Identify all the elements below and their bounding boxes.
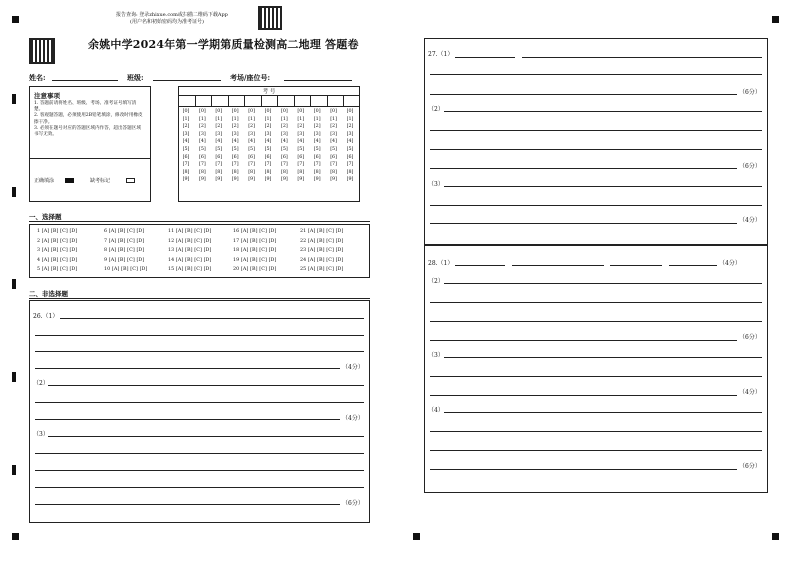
exam-digit-bubble[interactable]: [3] xyxy=(313,131,321,137)
exam-digit-bubble[interactable]: [8] xyxy=(313,169,321,175)
exam-number-digit-column[interactable] xyxy=(229,108,241,184)
fill-correct-label: 正确填涂 xyxy=(34,178,55,184)
exam-digit-bubble[interactable]: [7] xyxy=(264,162,272,168)
exam-digit-bubble[interactable]: [5] xyxy=(231,146,239,152)
q27-part1-label: 27.（1） xyxy=(428,51,454,58)
exam-digit-bubble[interactable]: [4] xyxy=(182,139,190,145)
exam-number-digit-column[interactable] xyxy=(311,108,323,184)
exam-digit-bubble[interactable]: [9] xyxy=(330,177,337,183)
exam-digit-bubble[interactable]: [0] xyxy=(297,109,305,114)
mc-question-item[interactable]: 7 [A] [B] [C] [D] xyxy=(104,238,145,244)
grid-column-divider xyxy=(310,95,311,106)
q28-part4-label: （4） xyxy=(428,407,444,414)
notes-list xyxy=(34,101,144,138)
mc-question-item[interactable]: 5 [A] [B] [C] [D] xyxy=(37,267,78,273)
q27-answer-box xyxy=(424,38,768,245)
answer-line[interactable] xyxy=(430,205,762,206)
exam-digit-bubble[interactable]: [2] xyxy=(297,124,305,130)
exam-digit-bubble[interactable]: [9] xyxy=(297,177,305,183)
q28-part1-label: 28.（1） xyxy=(428,260,454,267)
source-line-1: 报告查询: 登录zhixue.com或扫描二维码下载App xyxy=(116,12,228,18)
exam-digit-bubble[interactable]: [2] xyxy=(231,124,239,130)
exam-digit-bubble[interactable]: [4] xyxy=(297,139,305,145)
exam-digit-bubble[interactable]: [5] xyxy=(280,146,288,152)
answer-line[interactable] xyxy=(430,340,737,341)
exam-digit-bubble[interactable]: [9] xyxy=(198,177,206,183)
notes-title: 注意事项 xyxy=(34,92,60,100)
q27-part2-score: （6分） xyxy=(739,163,761,170)
exam-digit-bubble[interactable]: [5] xyxy=(215,146,223,152)
grid-column-divider xyxy=(277,95,278,106)
exam-digit-bubble[interactable]: [1] xyxy=(182,116,190,122)
answer-line[interactable] xyxy=(455,265,505,266)
mc-question-item[interactable]: 9 [A] [B] [C] [D] xyxy=(104,257,145,263)
exam-digit-bubble[interactable]: [1] xyxy=(215,116,223,122)
exam-digit-bubble[interactable]: [9] xyxy=(280,177,288,183)
section1-rule xyxy=(29,221,370,222)
exam-digit-bubble[interactable]: [6] xyxy=(182,154,190,160)
grid-column-divider xyxy=(327,95,328,106)
mc-question-item[interactable]: 4 [A] [B] [C] [D] xyxy=(37,257,78,263)
mc-question-item[interactable]: 20 [A] [B] [C] [D] xyxy=(233,267,277,273)
grid-column-divider xyxy=(211,95,212,106)
mc-question-item[interactable]: 23 [A] [B] [C] [D] xyxy=(300,248,344,254)
exam-digit-bubble[interactable]: [9] xyxy=(248,177,255,183)
room-seat-label: 考场/座位号: xyxy=(230,73,271,82)
exam-digit-bubble[interactable]: [4] xyxy=(264,139,272,145)
exam-digit-bubble[interactable]: [0] xyxy=(231,109,239,114)
answer-line[interactable] xyxy=(430,431,762,432)
exam-digit-bubble[interactable]: [3] xyxy=(297,131,305,137)
exam-digit-bubble[interactable]: [5] xyxy=(297,146,305,152)
exam-digit-bubble[interactable]: [7] xyxy=(280,162,288,168)
exam-digit-bubble[interactable]: [5] xyxy=(182,146,190,152)
exam-digit-bubble[interactable]: [7] xyxy=(215,162,223,168)
answer-line[interactable] xyxy=(430,321,762,322)
exam-number-digit-column[interactable] xyxy=(213,108,225,184)
exam-digit-bubble[interactable]: [2] xyxy=(280,124,288,130)
exam-digit-bubble[interactable]: [8] xyxy=(264,169,272,175)
exam-digit-bubble[interactable]: [3] xyxy=(182,131,190,137)
corner-mark-tl xyxy=(12,16,19,23)
answer-line[interactable] xyxy=(444,111,762,112)
exam-digit-bubble[interactable]: [4] xyxy=(215,139,223,145)
exam-digit-bubble[interactable]: [9] xyxy=(231,177,239,183)
name-label: 姓名: xyxy=(29,73,46,82)
answer-line[interactable] xyxy=(610,265,662,266)
answer-line[interactable] xyxy=(35,368,340,369)
exam-digit-bubble[interactable]: [7] xyxy=(182,162,190,168)
answer-line[interactable] xyxy=(430,469,737,470)
q27-part2-label: （2） xyxy=(428,106,444,113)
exam-digit-bubble[interactable]: [1] xyxy=(248,116,255,122)
exam-digit-bubble[interactable]: [0] xyxy=(198,109,206,114)
exam-number-digit-column[interactable] xyxy=(295,108,307,184)
exam-digit-bubble[interactable]: [9] xyxy=(264,177,272,183)
answer-line[interactable] xyxy=(48,385,364,386)
exam-digit-bubble[interactable]: [7] xyxy=(330,162,337,168)
answer-line[interactable] xyxy=(35,419,340,420)
exam-digit-bubble[interactable]: [3] xyxy=(215,131,223,137)
exam-digit-bubble[interactable]: [3] xyxy=(198,131,206,137)
exam-digit-bubble[interactable]: [9] xyxy=(182,177,190,183)
exam-digit-bubble[interactable]: [5] xyxy=(313,146,321,152)
mc-question-item[interactable]: 12 [A] [B] [C] [D] xyxy=(168,238,212,244)
exam-digit-bubble[interactable]: [2] xyxy=(182,124,190,130)
mc-question-item[interactable]: 24 [A] [B] [C] [D] xyxy=(300,257,344,263)
exam-digit-bubble[interactable]: [6] xyxy=(297,154,305,160)
exam-digit-bubble[interactable]: [3] xyxy=(280,131,288,137)
name-field[interactable] xyxy=(52,80,118,81)
exam-digit-bubble[interactable]: [2] xyxy=(215,124,223,130)
answer-line[interactable] xyxy=(430,149,762,150)
exam-digit-bubble[interactable]: [9] xyxy=(313,177,321,183)
answer-line[interactable] xyxy=(444,283,762,284)
exam-number-digit-column[interactable] xyxy=(328,108,340,184)
exam-digit-bubble[interactable]: [0] xyxy=(248,109,255,114)
absent-mark-box[interactable] xyxy=(126,178,135,183)
answer-line[interactable] xyxy=(35,504,340,505)
answer-line[interactable] xyxy=(35,470,364,471)
q28-part3-label: （3） xyxy=(428,352,444,359)
grid-column-divider xyxy=(244,95,245,106)
exam-digit-bubble[interactable]: [3] xyxy=(264,131,272,137)
exam-digit-bubble[interactable]: [6] xyxy=(264,154,272,160)
exam-digit-bubble[interactable]: [5] xyxy=(248,146,255,152)
section1-title: 一、选择题 xyxy=(29,213,62,221)
exam-digit-bubble[interactable]: [2] xyxy=(198,124,206,130)
room-seat-field[interactable] xyxy=(284,80,352,81)
exam-digit-bubble[interactable]: [2] xyxy=(346,124,354,130)
exam-digit-bubble[interactable]: [1] xyxy=(330,116,337,122)
mc-question-item[interactable]: 18 [A] [B] [C] [D] xyxy=(233,248,277,254)
exam-digit-bubble[interactable]: [6] xyxy=(346,154,354,160)
answer-line[interactable] xyxy=(522,57,762,58)
answer-line[interactable] xyxy=(455,57,515,58)
exam-digit-bubble[interactable]: [4] xyxy=(313,139,321,145)
mc-question-item[interactable]: 16 [A] [B] [C] [D] xyxy=(233,229,277,234)
exam-digit-bubble[interactable]: [8] xyxy=(248,169,255,175)
timing-mark xyxy=(12,94,16,104)
exam-number-digit-column[interactable] xyxy=(246,108,258,184)
section2-rule xyxy=(29,298,370,299)
exam-digit-bubble[interactable]: [0] xyxy=(215,109,223,114)
mc-question-item[interactable]: 10 [A] [B] [C] [D] xyxy=(104,267,148,273)
q27-part3-label: （3） xyxy=(428,181,444,188)
q26-part1-label: 26.（1） xyxy=(33,313,59,320)
exam-digit-bubble[interactable]: [2] xyxy=(264,124,272,130)
exam-digit-bubble[interactable]: [8] xyxy=(346,169,354,175)
notes-item: 1. 答题前请将姓名、班级、考场、准考证号填写清楚。 xyxy=(34,101,137,113)
exam-digit-bubble[interactable]: [3] xyxy=(248,131,255,137)
mc-question-item[interactable]: 21 [A] [B] [C] [D] xyxy=(300,229,344,234)
answer-line[interactable] xyxy=(35,351,364,352)
answer-line[interactable] xyxy=(48,436,364,437)
q28-part1-score: （4分） xyxy=(719,260,741,267)
answer-line[interactable] xyxy=(430,450,762,451)
exam-digit-bubble[interactable]: [5] xyxy=(264,146,272,152)
exam-digit-bubble[interactable]: [3] xyxy=(231,131,239,137)
mc-question-item[interactable]: 8 [A] [B] [C] [D] xyxy=(104,248,145,254)
exam-digit-bubble[interactable]: [0] xyxy=(264,109,272,114)
exam-number-digit-column[interactable] xyxy=(278,108,290,184)
exam-digit-bubble[interactable]: [6] xyxy=(248,154,255,160)
q26-answer-box xyxy=(29,300,370,523)
corner-mark-tr xyxy=(772,16,779,23)
notes-item: 2. 客观题答题，必须使用2B铅笔填涂，修改时用橡皮擦干净。 xyxy=(34,113,143,125)
grid-header-line xyxy=(178,95,360,96)
answer-line[interactable] xyxy=(430,395,737,396)
exam-number-digit-column[interactable] xyxy=(262,108,274,184)
mc-question-item[interactable]: 25 [A] [B] [C] [D] xyxy=(300,267,344,273)
answer-line[interactable] xyxy=(35,335,364,336)
exam-digit-bubble[interactable]: [0] xyxy=(346,109,354,114)
answer-line[interactable] xyxy=(60,318,364,319)
notes-item: 3. 必须在题号对应的答题区域内作答，超出答题区域书写无效。 xyxy=(34,125,141,138)
exam-digit-bubble[interactable]: [7] xyxy=(297,162,305,168)
exam-digit-bubble[interactable]: [9] xyxy=(215,177,223,183)
mc-question-item[interactable]: 6 [A] [B] [C] [D] xyxy=(104,229,145,234)
timing-mark xyxy=(12,465,16,475)
exam-digit-bubble[interactable]: [4] xyxy=(198,139,206,145)
exam-number-digit-column[interactable] xyxy=(344,108,356,184)
exam-digit-bubble[interactable]: [8] xyxy=(330,169,337,175)
fill-correct-sample xyxy=(65,178,74,183)
exam-digit-bubble[interactable]: [6] xyxy=(215,154,223,160)
class-field[interactable] xyxy=(153,80,221,81)
mc-question-item[interactable]: 22 [A] [B] [C] [D] xyxy=(300,238,344,244)
absent-label: 缺考标记 xyxy=(90,178,111,184)
exam-digit-bubble[interactable]: [6] xyxy=(231,154,239,160)
answer-line[interactable] xyxy=(430,168,737,169)
answer-line[interactable] xyxy=(430,94,737,95)
exam-digit-bubble[interactable]: [0] xyxy=(330,109,337,114)
q27-part1-score: （6分） xyxy=(739,89,761,96)
exam-digit-bubble[interactable]: [8] xyxy=(297,169,305,175)
grid-column-divider xyxy=(228,95,229,106)
exam-digit-bubble[interactable]: [1] xyxy=(198,116,206,122)
qr-code-icon xyxy=(258,6,282,30)
exam-digit-bubble[interactable]: [3] xyxy=(330,131,337,137)
grid-column-divider xyxy=(195,95,196,106)
exam-digit-bubble[interactable]: [9] xyxy=(346,177,354,183)
exam-digit-bubble[interactable]: [0] xyxy=(280,109,288,114)
q26-part3-label: （3） xyxy=(33,431,49,438)
grid-column-divider xyxy=(343,95,344,106)
mc-question-item[interactable]: 2 [A] [B] [C] [D] xyxy=(37,238,78,244)
q26-part1-score: （4分） xyxy=(342,364,364,371)
timing-mark xyxy=(12,372,16,382)
q26-part2-label: （2） xyxy=(33,380,49,387)
grid-entry-line xyxy=(178,106,360,107)
exam-digit-bubble[interactable]: [7] xyxy=(198,162,206,168)
page-title: 余姚中学2024年第一学期第质量检测高二地理 答题卷 xyxy=(88,38,359,51)
exam-digit-bubble[interactable]: [5] xyxy=(330,146,337,152)
class-label: 班级: xyxy=(127,73,144,82)
exam-digit-bubble[interactable]: [6] xyxy=(198,154,206,160)
exam-digit-bubble[interactable]: [4] xyxy=(346,139,354,145)
exam-digit-bubble[interactable]: [4] xyxy=(330,139,337,145)
answer-line[interactable] xyxy=(35,487,364,488)
corner-mark-bl xyxy=(12,533,19,540)
q28-part2-score: （6分） xyxy=(739,334,761,341)
exam-number-digit-column[interactable] xyxy=(180,108,192,184)
q27-part3-score: （4分） xyxy=(739,217,761,224)
q28-part3-score: （4分） xyxy=(739,389,761,396)
exam-digit-bubble[interactable]: [2] xyxy=(248,124,255,130)
exam-digit-bubble[interactable]: [8] xyxy=(198,169,206,175)
notes-divider xyxy=(29,158,151,159)
exam-digit-bubble[interactable]: [8] xyxy=(280,169,288,175)
answer-line[interactable] xyxy=(430,130,762,131)
corner-mark-mb xyxy=(413,533,420,540)
exam-digit-bubble[interactable]: [1] xyxy=(231,116,239,122)
mc-question-item[interactable]: 3 [A] [B] [C] [D] xyxy=(37,248,78,254)
exam-digit-bubble[interactable]: [3] xyxy=(346,131,354,137)
grid-column-divider xyxy=(294,95,295,106)
source-line-2: (用户名和初始密码均为准考证号) xyxy=(130,19,204,25)
exam-digit-bubble[interactable]: [6] xyxy=(330,154,337,160)
answer-line[interactable] xyxy=(444,412,762,413)
qr-code-icon xyxy=(29,38,55,64)
exam-digit-bubble[interactable]: [1] xyxy=(297,116,305,122)
mc-question-item[interactable]: 13 [A] [B] [C] [D] xyxy=(168,248,212,254)
exam-digit-bubble[interactable]: [0] xyxy=(182,109,190,114)
answer-line[interactable] xyxy=(669,265,717,266)
exam-digit-bubble[interactable]: [2] xyxy=(313,124,321,130)
answer-line[interactable] xyxy=(430,223,737,224)
exam-digit-bubble[interactable]: [7] xyxy=(231,162,239,168)
mc-question-item[interactable]: 17 [A] [B] [C] [D] xyxy=(233,238,277,244)
mc-question-item[interactable]: 15 [A] [B] [C] [D] xyxy=(168,267,212,273)
exam-digit-bubble[interactable]: [4] xyxy=(280,139,288,145)
mc-question-item[interactable]: 1 [A] [B] [C] [D] xyxy=(37,229,78,234)
answer-line[interactable] xyxy=(430,376,762,377)
exam-number-label: 考 号 xyxy=(262,89,276,95)
exam-digit-bubble[interactable]: [4] xyxy=(231,139,239,145)
grid-column-divider xyxy=(261,95,262,106)
section2-title: 二、非选择题 xyxy=(29,290,68,298)
answer-line[interactable] xyxy=(35,453,364,454)
corner-mark-br xyxy=(772,533,779,540)
answer-line[interactable] xyxy=(35,402,364,403)
exam-digit-bubble[interactable]: [5] xyxy=(198,146,206,152)
exam-number-digit-column[interactable] xyxy=(196,108,208,184)
exam-digit-bubble[interactable]: [2] xyxy=(330,124,337,130)
answer-line[interactable] xyxy=(430,74,762,75)
mc-question-item[interactable]: 14 [A] [B] [C] [D] xyxy=(168,257,212,263)
timing-mark xyxy=(12,279,16,289)
exam-digit-bubble[interactable]: [7] xyxy=(313,162,321,168)
exam-digit-bubble[interactable]: [8] xyxy=(215,169,223,175)
answer-line[interactable] xyxy=(512,265,604,266)
timing-mark xyxy=(12,187,16,197)
exam-digit-bubble[interactable]: [1] xyxy=(313,116,321,122)
exam-digit-bubble[interactable]: [7] xyxy=(248,162,255,168)
answer-line[interactable] xyxy=(444,186,762,187)
exam-digit-bubble[interactable]: [1] xyxy=(264,116,272,122)
exam-digit-bubble[interactable]: [5] xyxy=(346,146,354,152)
q28-part2-label: （2） xyxy=(428,278,444,285)
mc-question-item[interactable]: 11 [A] [B] [C] [D] xyxy=(168,229,212,234)
exam-digit-bubble[interactable]: [8] xyxy=(182,169,190,175)
exam-digit-bubble[interactable]: [8] xyxy=(231,169,239,175)
q26-part2-score: （4分） xyxy=(342,415,364,422)
exam-digit-bubble[interactable]: [7] xyxy=(346,162,354,168)
exam-digit-bubble[interactable]: [6] xyxy=(280,154,288,160)
exam-digit-bubble[interactable]: [1] xyxy=(280,116,288,122)
answer-line[interactable] xyxy=(444,357,762,358)
exam-digit-bubble[interactable]: [6] xyxy=(313,154,321,160)
q28-part4-score: （6分） xyxy=(739,463,761,470)
q26-part3-score: （6分） xyxy=(342,500,364,507)
exam-digit-bubble[interactable]: [4] xyxy=(248,139,255,145)
mc-question-item[interactable]: 19 [A] [B] [C] [D] xyxy=(233,257,277,263)
answer-line[interactable] xyxy=(430,302,762,303)
exam-digit-bubble[interactable]: [0] xyxy=(313,109,321,114)
exam-digit-bubble[interactable]: [1] xyxy=(346,116,354,122)
